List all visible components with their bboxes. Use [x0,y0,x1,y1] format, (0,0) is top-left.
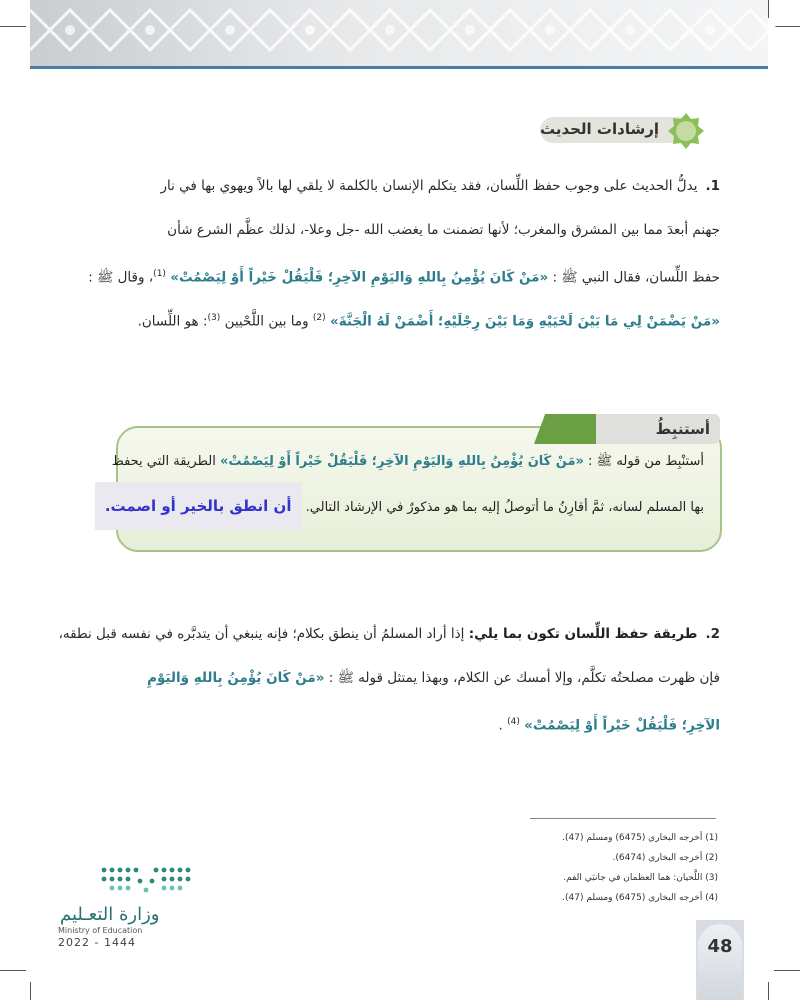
text: : هو اللِّسان. [137,313,208,330]
footnote-item: (4) أخرجه البخاري (6475) ومسلم (47). [562,893,718,903]
hadith-quote: «مَنْ كَانَ يُؤْمِنُ بِاللهِ وَاليَوْمِ الآخِرِ؛ فَلْيَقُلْ خَيْراً أَوْ لِيَصْمُتْ» [170,269,549,286]
deduce-tab [534,414,720,446]
text-line [58,612,720,656]
text: جهنم أبعدَ مما بين المشرق والمغرب؛ لأنها تضمنت ما يغضب الله -جل وعلا-، لذلك عظَّم الشرع شأن [167,222,720,238]
text: فإن ظهرت مصلحتُه تكلَّم، وإلا أمسك عن الكلام، وبهذا يمتثل قوله ﷺ : [324,670,720,686]
deduce-title: أستنبِطُ [655,420,710,438]
footnote-item: (1) أخرجه البخاري (6475) ومسلم (47). [562,833,718,843]
text: وما بين اللَّحْيين [224,313,313,330]
tab-accent [534,414,596,444]
crop-mark [768,0,769,18]
text: الطريقة التي يحفظ [111,454,220,469]
crop-mark [0,26,26,27]
page-number: 48 [698,924,742,1000]
guidance-point-1 [80,164,720,340]
text-line [80,208,720,252]
deduce-text [104,442,704,522]
text: يدلُّ الحديث على وجوب حفظ اللِّسان، فقد يتكلم الإنسان بالكلمة لا يلقي لها بالاً ويهوي بها في نار [160,178,698,194]
footnote-ref[interactable]: (1) [153,269,166,279]
text: إذا أراد المسلمُ أن ينطق بكلام؛ فإنه ينبغي أن يتدبَّره في نفسه قبل نطقه، [58,626,469,642]
edition-year: 2022 - 1444 [58,936,136,949]
text: بها المسلم لسانه، ثمَّ أقارِنُ ما أتوصلُ إليه بما هو مذكورٌ في الإرشاد التالي. [305,500,704,515]
hadith-quote: الآخِرِ؛ فَلْيَقُلْ خَيْراً أَوْ لِيَصْمُتْ» [524,717,720,734]
footnote-item: (2) أخرجه البخاري (6474). [612,853,718,863]
text: . [498,717,508,734]
ministry-name-english: Ministry of Education [58,926,143,935]
footnote-divider [530,818,716,819]
crop-mark [774,970,800,971]
section-title: إرشادات الحديث [539,120,659,138]
text-line [111,442,704,482]
footnotes [418,828,718,908]
text: ، وقال ﷺ : [88,269,154,286]
text-line [80,252,720,296]
crop-mark [30,982,31,1000]
section-heading [505,112,705,146]
point-heading: طريقة حفظ اللِّسان تكون بما يلي: [468,626,698,642]
guidance-point-2 [58,612,720,744]
ministry-logo [58,862,208,949]
text-line [80,296,720,340]
hadith-quote: «مَنْ كَانَ يُؤْمِنُ بِاللهِ وَاليَوْمِ [147,670,325,686]
page-number-tab [696,920,744,1000]
student-answer[interactable]: أن انطق بالخير أو اصمت. [95,482,302,530]
star-badge-icon [667,112,705,150]
footnote-ref[interactable]: (2) [312,313,326,323]
footnote-ref[interactable]: (4) [507,717,520,727]
footnote-item: (3) اللَّحيان: هما العظمان في جانبَي الفم. [563,873,718,883]
text-line [80,656,720,700]
point-number: 2. [705,626,720,642]
text-line [104,482,704,522]
text-line [80,164,720,208]
header-pattern [30,0,768,66]
text: حفظ اللِّسان، فقال النبي ﷺ : [548,269,720,286]
crop-mark [0,970,26,971]
crop-mark [774,26,800,27]
header-divider [30,66,768,69]
hadith-quote: «مَنْ يَضْمَنْ لِي مَا بَيْنَ لَحْيَيْهِ وَمَا بَيْنَ رِجْلَيْهِ؛ أَضْمَنْ لَهُ الْجَنَّةَ» [329,313,720,330]
ministry-name-arabic: وزارة التعـليم [60,904,160,925]
footnote-ref[interactable]: (3) [207,313,221,323]
point-number: 1. [705,178,720,194]
text-line [80,700,720,744]
text: أستنْبِط من قوله ﷺ : [583,454,704,469]
logo-dots-icon [96,862,196,898]
hadith-quote: «مَنْ كَانَ يُؤْمِنُ بِاللهِ وَاليَوْمِ الآخِرِ؛ فَلْيَقُلْ خَيْراً أَوْ لِيَصْمُتْ» [219,454,584,469]
tab-bar [596,414,720,444]
crop-mark [768,982,769,1000]
